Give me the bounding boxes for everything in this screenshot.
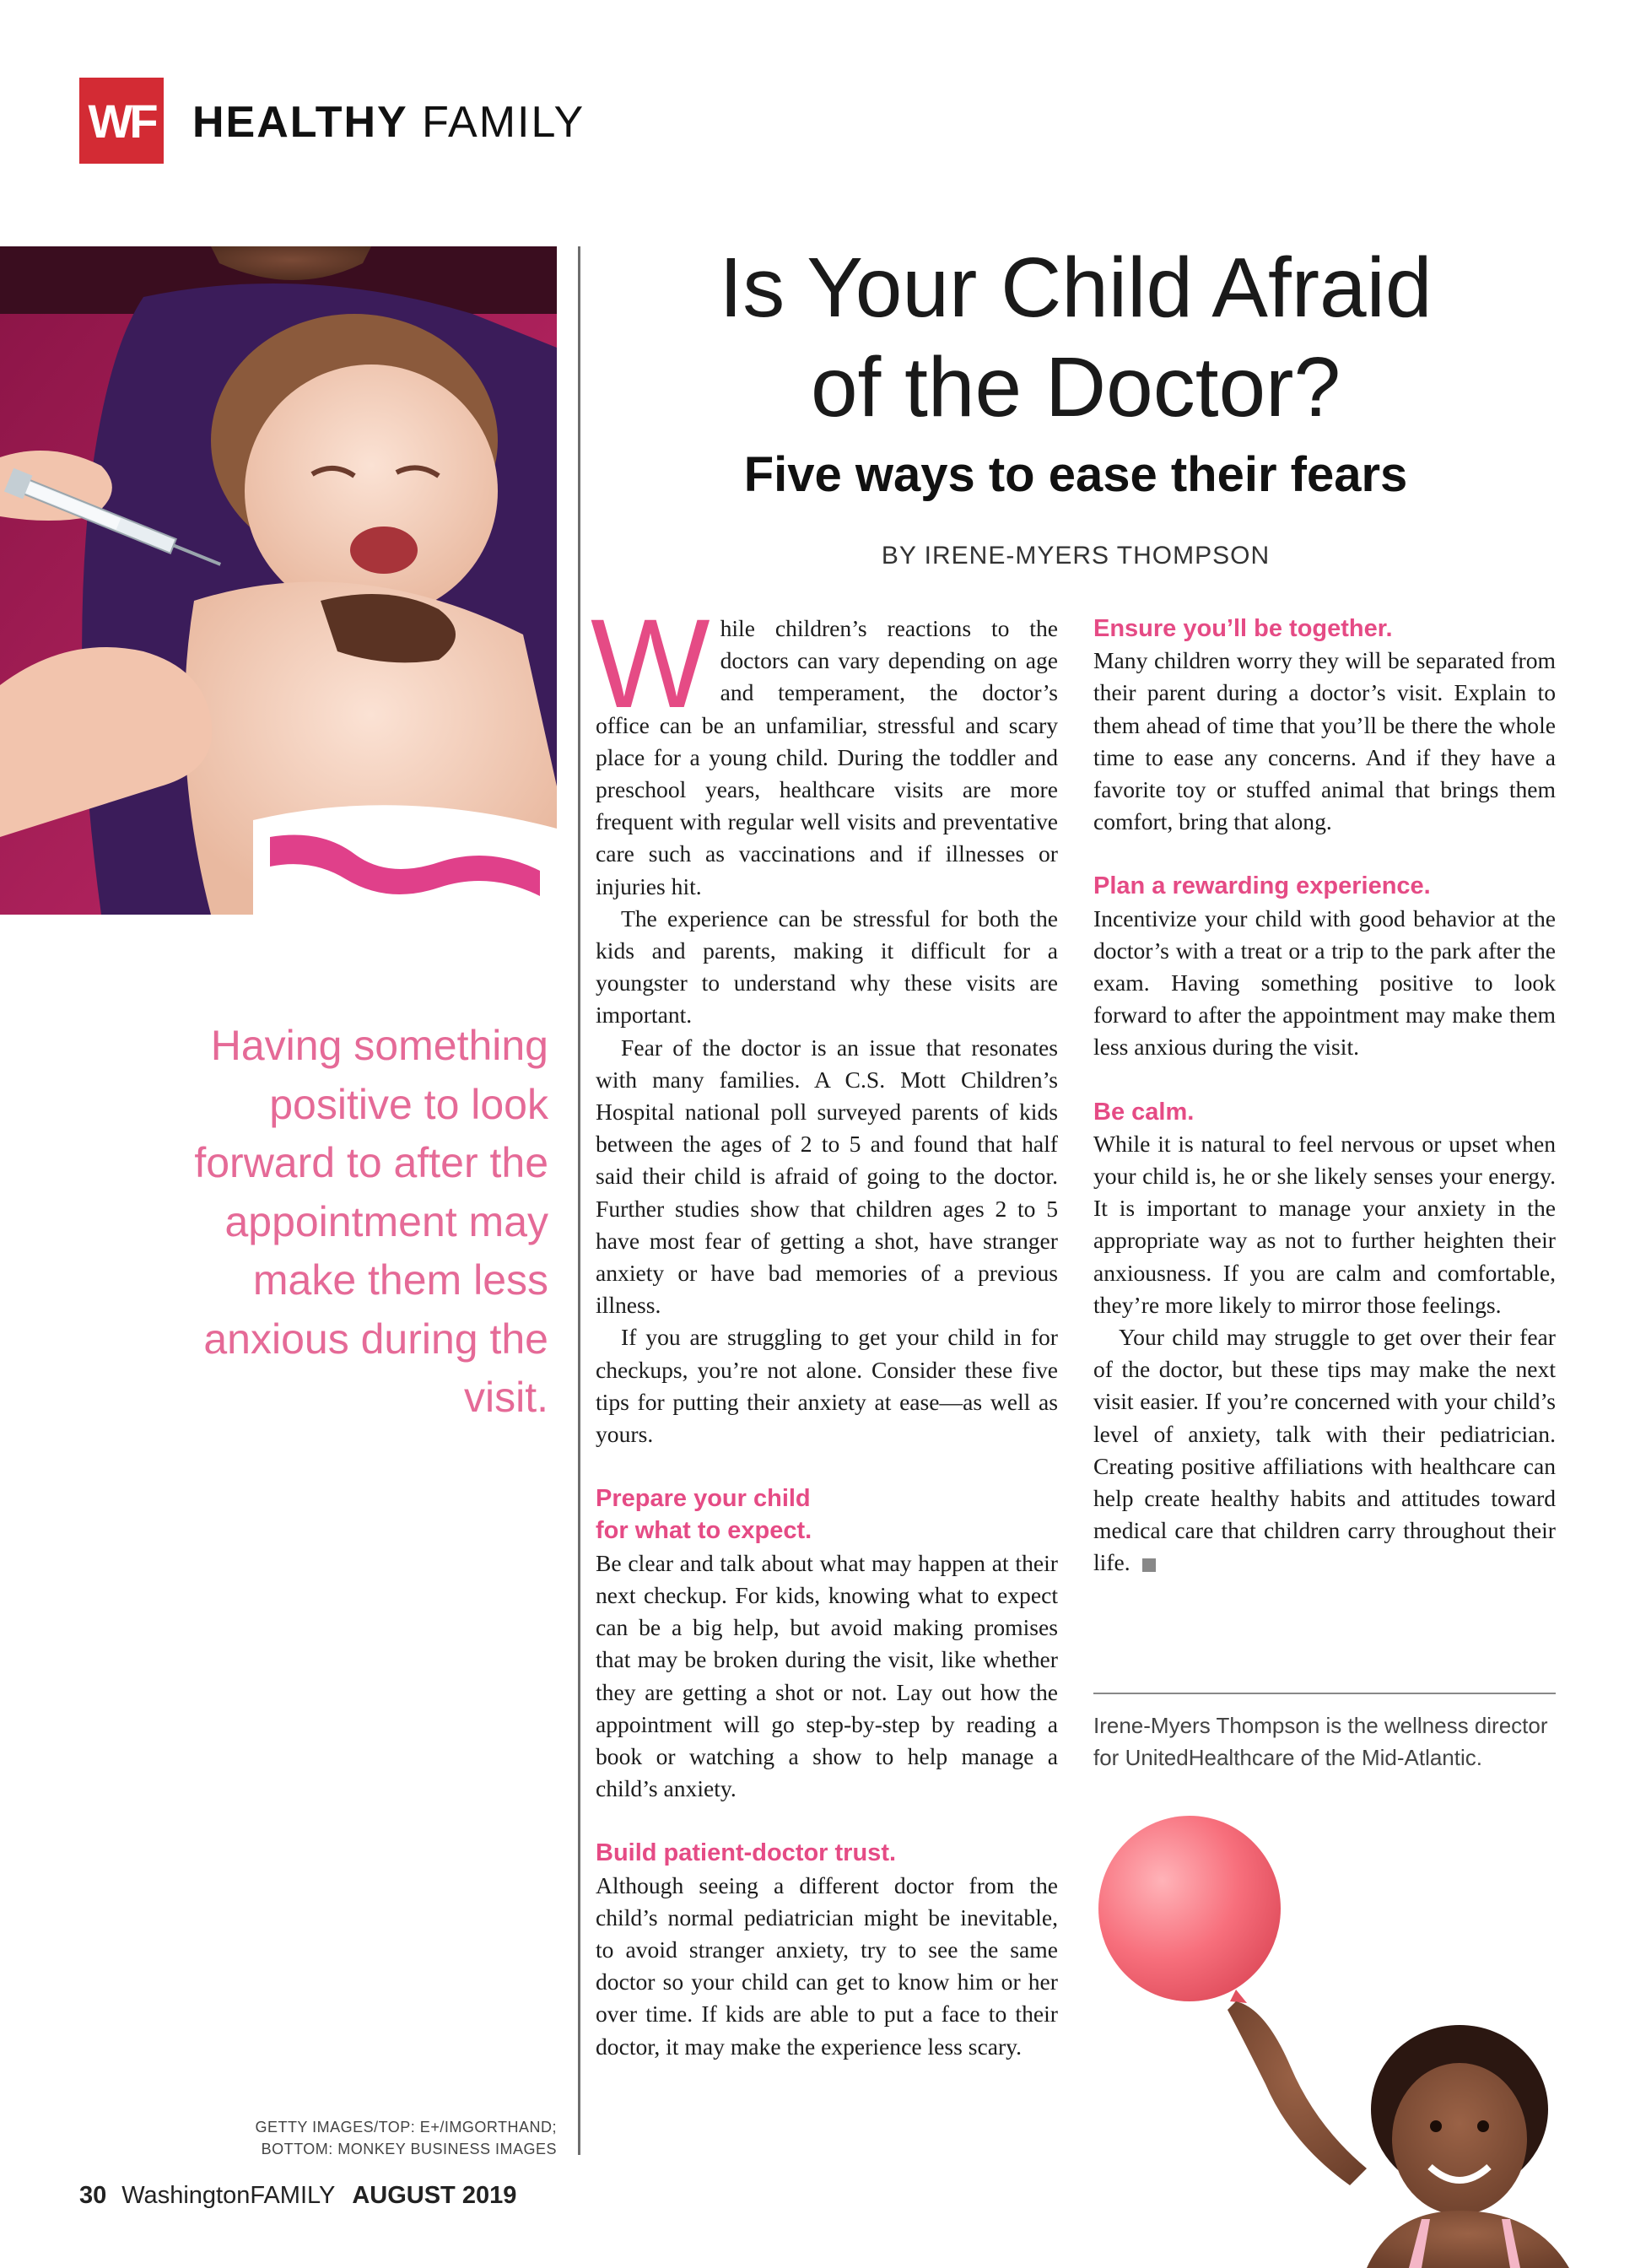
title-line-1: Is Your Child Afraid xyxy=(719,240,1433,335)
tip-5-body: While it is natural to feel nervous or upset when your child is, he or she likely senses your energy. It is important to manage your anxiety in the appropriate way as not to further heighten their anxiousness. If you are calm and comfortable, they’re more likely to mirror those feelings. xyxy=(1093,1130,1556,1318)
pull-quote: Having something positive to look forward to after the appointment may make them less anxious during the visit. xyxy=(194,1022,548,1421)
tip-2-body: Although seeing a different doctor from the child’s normal pediatrician might be inevitable, to avoid stranger anxiety, try to see the same doctor so your child can get to know him or her over time. If kids are able to put a face to their doctor, it may make the experience less scary. xyxy=(596,1871,1058,2060)
logo-text: WF xyxy=(88,94,155,148)
tip-1-heading-line-2: for what to expect. xyxy=(596,1517,812,1545)
intro-paragraph-4: If you are struggling to get your child in for checkups, you’re not alone. Consider these five tips for putting their anxiety at ease—as well as yours. xyxy=(596,1324,1058,1448)
section-title-light: FAMILY xyxy=(422,98,585,147)
tip-3-body: Many children worry they will be separated from their parent during a doctor’s visit. Explain to them ahead of time that you’ll be there the whole time to ease any concerns. And if they have a favorite toy or stuffed animal that brings them comfort, bring that along. xyxy=(1093,647,1556,835)
balloon-illustration xyxy=(1088,1814,1635,2268)
intro-paragraph-3: Fear of the doctor is an issue that resonates with many families. A C.S. Mott Children’s Hospital national poll surveyed parents of kids between the ages of 2 to 5 and found that half said their child is afraid of going to the doctor. Further studies show that children ages 2 to 5 have most fear of getting a shot, have stranger anxiety or have bad memories of a previous illness. xyxy=(596,1034,1058,1319)
page-footer xyxy=(79,2182,516,2210)
title-line-2: of the Doctor? xyxy=(810,340,1341,435)
tip-1-body: Be clear and talk about what may happen at their next checkup. For kids, knowing what to expect can be a big help, but avoid making promises that may be broken during the visit, like whether they are getting a shot or not. Lay out how the appointment will go step-by-step by reading a book or watching a show to help manage a child’s anxiety. xyxy=(596,1549,1058,1802)
photo-girl-with-balloon xyxy=(1088,1814,1635,2268)
intro-paragraph-1 xyxy=(591,592,1058,903)
column-divider xyxy=(578,246,580,2155)
photo-child-vaccination xyxy=(0,246,557,915)
bio-divider xyxy=(1093,1693,1556,1694)
tip-3-heading: Ensure you’ll be together. xyxy=(1093,615,1393,642)
author-bio: Irene-Myers Thompson is the wellness director for UnitedHealthcare of the Mid-Atlantic. xyxy=(1093,1713,1548,1770)
photo-credit-line-1: GETTY IMAGES/TOP: E+/IMGORTHAND; xyxy=(255,2119,557,2136)
vaccination-illustration xyxy=(0,246,557,915)
intro-paragraph-2: The experience can be stressful for both the kids and parents, making it difficult for a youngster to understand why these visits are important. xyxy=(596,904,1058,1029)
article-column-1 xyxy=(591,592,1058,2063)
tip-2-heading: Build patient-doctor trust. xyxy=(596,1839,897,1867)
end-mark-icon xyxy=(1142,1558,1156,1572)
section-title-bold: HEALTHY xyxy=(192,98,408,147)
photo-credit xyxy=(135,2116,557,2160)
tip-1-heading xyxy=(596,1482,1058,1547)
article-column-2 xyxy=(1093,613,1556,1580)
page-number: 30 xyxy=(79,2182,107,2209)
article-title xyxy=(624,238,1527,437)
wf-logo xyxy=(79,78,164,164)
section-title xyxy=(192,93,585,152)
tip-4-body: Incentivize your child with good behavior at the doctor’s with a treat or a trip to the park after the exam. Having something positive to look forward to after the appointment may make them less anxious during the visit. xyxy=(1093,904,1556,1061)
byline: BY IRENE-MYERS THOMPSON xyxy=(881,542,1271,570)
tip-4-heading: Plan a rewarding experience. xyxy=(1093,872,1431,900)
intro-text-1: hile children’s reactions to the doctors can vary depending on age and temperament, the doctor’s office can be an unfamiliar, stressful and scary place for a young child. During the toddler and preschool years, healthcare visits are more frequent with regular well visits and preventative care such as vaccinations and if illnesses or injuries hit. xyxy=(596,615,1058,899)
tip-1-heading-line-1: Prepare your child xyxy=(596,1485,811,1513)
closing-paragraph xyxy=(1093,1321,1556,1580)
tip-5-heading: Be calm. xyxy=(1093,1098,1195,1126)
publication-name: WashingtonFAMILY xyxy=(121,2182,336,2209)
photo-credit-line-2: BOTTOM: MONKEY BUSINESS IMAGES xyxy=(261,2141,557,2157)
closing-text: Your child may struggle to get over their fear of the doctor, but these tips may make the next visit easier. If you’re concerned with your child’s level of anxiety, talk with their pediatrician. Creating positive affiliations with healthcare can help create healthy habits and attitudes toward medical care that children carry throughout their life. xyxy=(1093,1324,1556,1576)
article-subtitle: Five ways to ease their fears xyxy=(743,447,1408,502)
issue-date: AUGUST 2019 xyxy=(352,2182,517,2209)
drop-cap: W xyxy=(591,592,710,734)
